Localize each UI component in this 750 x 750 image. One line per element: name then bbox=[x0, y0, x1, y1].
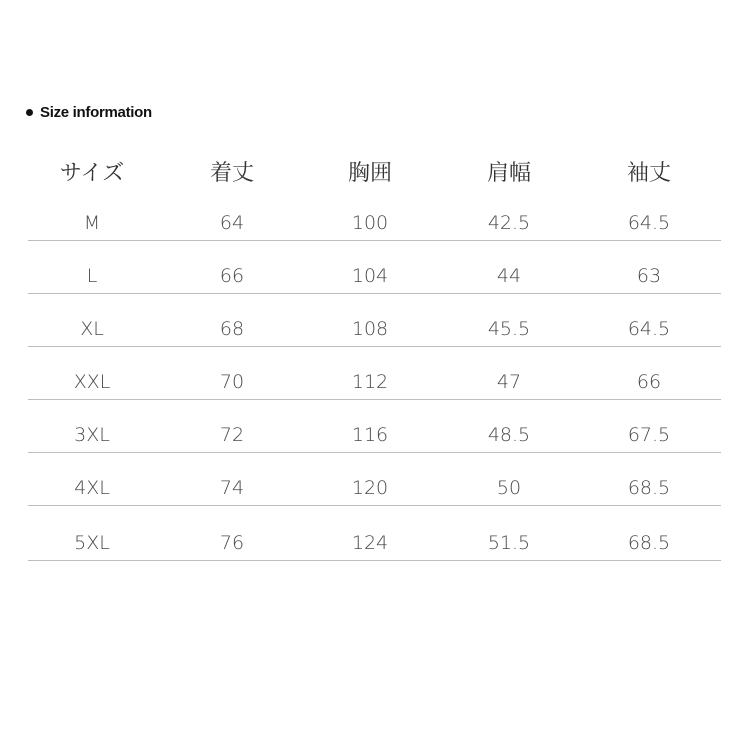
header-size: サイズ bbox=[59, 161, 125, 186]
chest-cell: 120 bbox=[351, 477, 389, 499]
shoulder-cell: 42.5 bbox=[487, 212, 531, 234]
size-information-heading bbox=[26, 101, 152, 123]
table-row bbox=[28, 452, 721, 506]
sleeve-cell: 66 bbox=[636, 371, 662, 393]
sleeve-cell: 63 bbox=[636, 265, 662, 287]
sleeve-cell: 67.5 bbox=[627, 424, 671, 446]
size-cell: 4XL bbox=[74, 477, 110, 499]
shoulder-cell: 48.5 bbox=[487, 424, 531, 446]
shoulder-cell: 50 bbox=[496, 477, 522, 499]
sleeve-cell: 64.5 bbox=[627, 212, 671, 234]
size-cell: 3XL bbox=[74, 424, 110, 446]
shoulder-cell: 44 bbox=[496, 265, 522, 287]
length-cell: 70 bbox=[219, 371, 245, 393]
header-shoulder: 肩幅 bbox=[486, 161, 532, 186]
length-cell: 68 bbox=[219, 318, 245, 340]
size-cell: XXL bbox=[73, 371, 111, 393]
header-chest: 胸囲 bbox=[347, 161, 393, 186]
shoulder-cell: 47 bbox=[496, 371, 522, 393]
length-cell: 72 bbox=[219, 424, 245, 446]
chest-cell: 112 bbox=[351, 371, 389, 393]
chest-cell: 108 bbox=[351, 318, 389, 340]
table-row bbox=[28, 507, 721, 561]
chest-cell: 116 bbox=[351, 424, 389, 446]
sleeve-cell: 64.5 bbox=[627, 318, 671, 340]
table-row bbox=[28, 399, 721, 453]
chest-cell: 124 bbox=[351, 532, 389, 554]
length-cell: 64 bbox=[219, 212, 245, 234]
size-cell: M bbox=[83, 212, 101, 234]
table-row bbox=[28, 240, 721, 294]
size-table-header bbox=[28, 150, 721, 190]
chest-cell: 104 bbox=[351, 265, 389, 287]
chest-cell: 100 bbox=[351, 212, 389, 234]
size-cell: XL bbox=[80, 318, 104, 340]
sleeve-cell: 68.5 bbox=[627, 477, 671, 499]
length-cell: 76 bbox=[219, 532, 245, 554]
table-row bbox=[28, 187, 721, 241]
shoulder-cell: 45.5 bbox=[487, 318, 531, 340]
heading-text: Size information bbox=[40, 103, 152, 121]
table-row bbox=[28, 293, 721, 347]
length-cell: 66 bbox=[219, 265, 245, 287]
size-cell: L bbox=[86, 265, 98, 287]
shoulder-cell: 51.5 bbox=[487, 532, 531, 554]
sleeve-cell: 68.5 bbox=[627, 532, 671, 554]
header-length: 着丈 bbox=[209, 161, 255, 186]
header-sleeve: 袖丈 bbox=[626, 161, 672, 186]
length-cell: 74 bbox=[219, 477, 245, 499]
size-cell: 5XL bbox=[74, 532, 110, 554]
table-row bbox=[28, 346, 721, 400]
bullet-icon bbox=[26, 109, 33, 116]
